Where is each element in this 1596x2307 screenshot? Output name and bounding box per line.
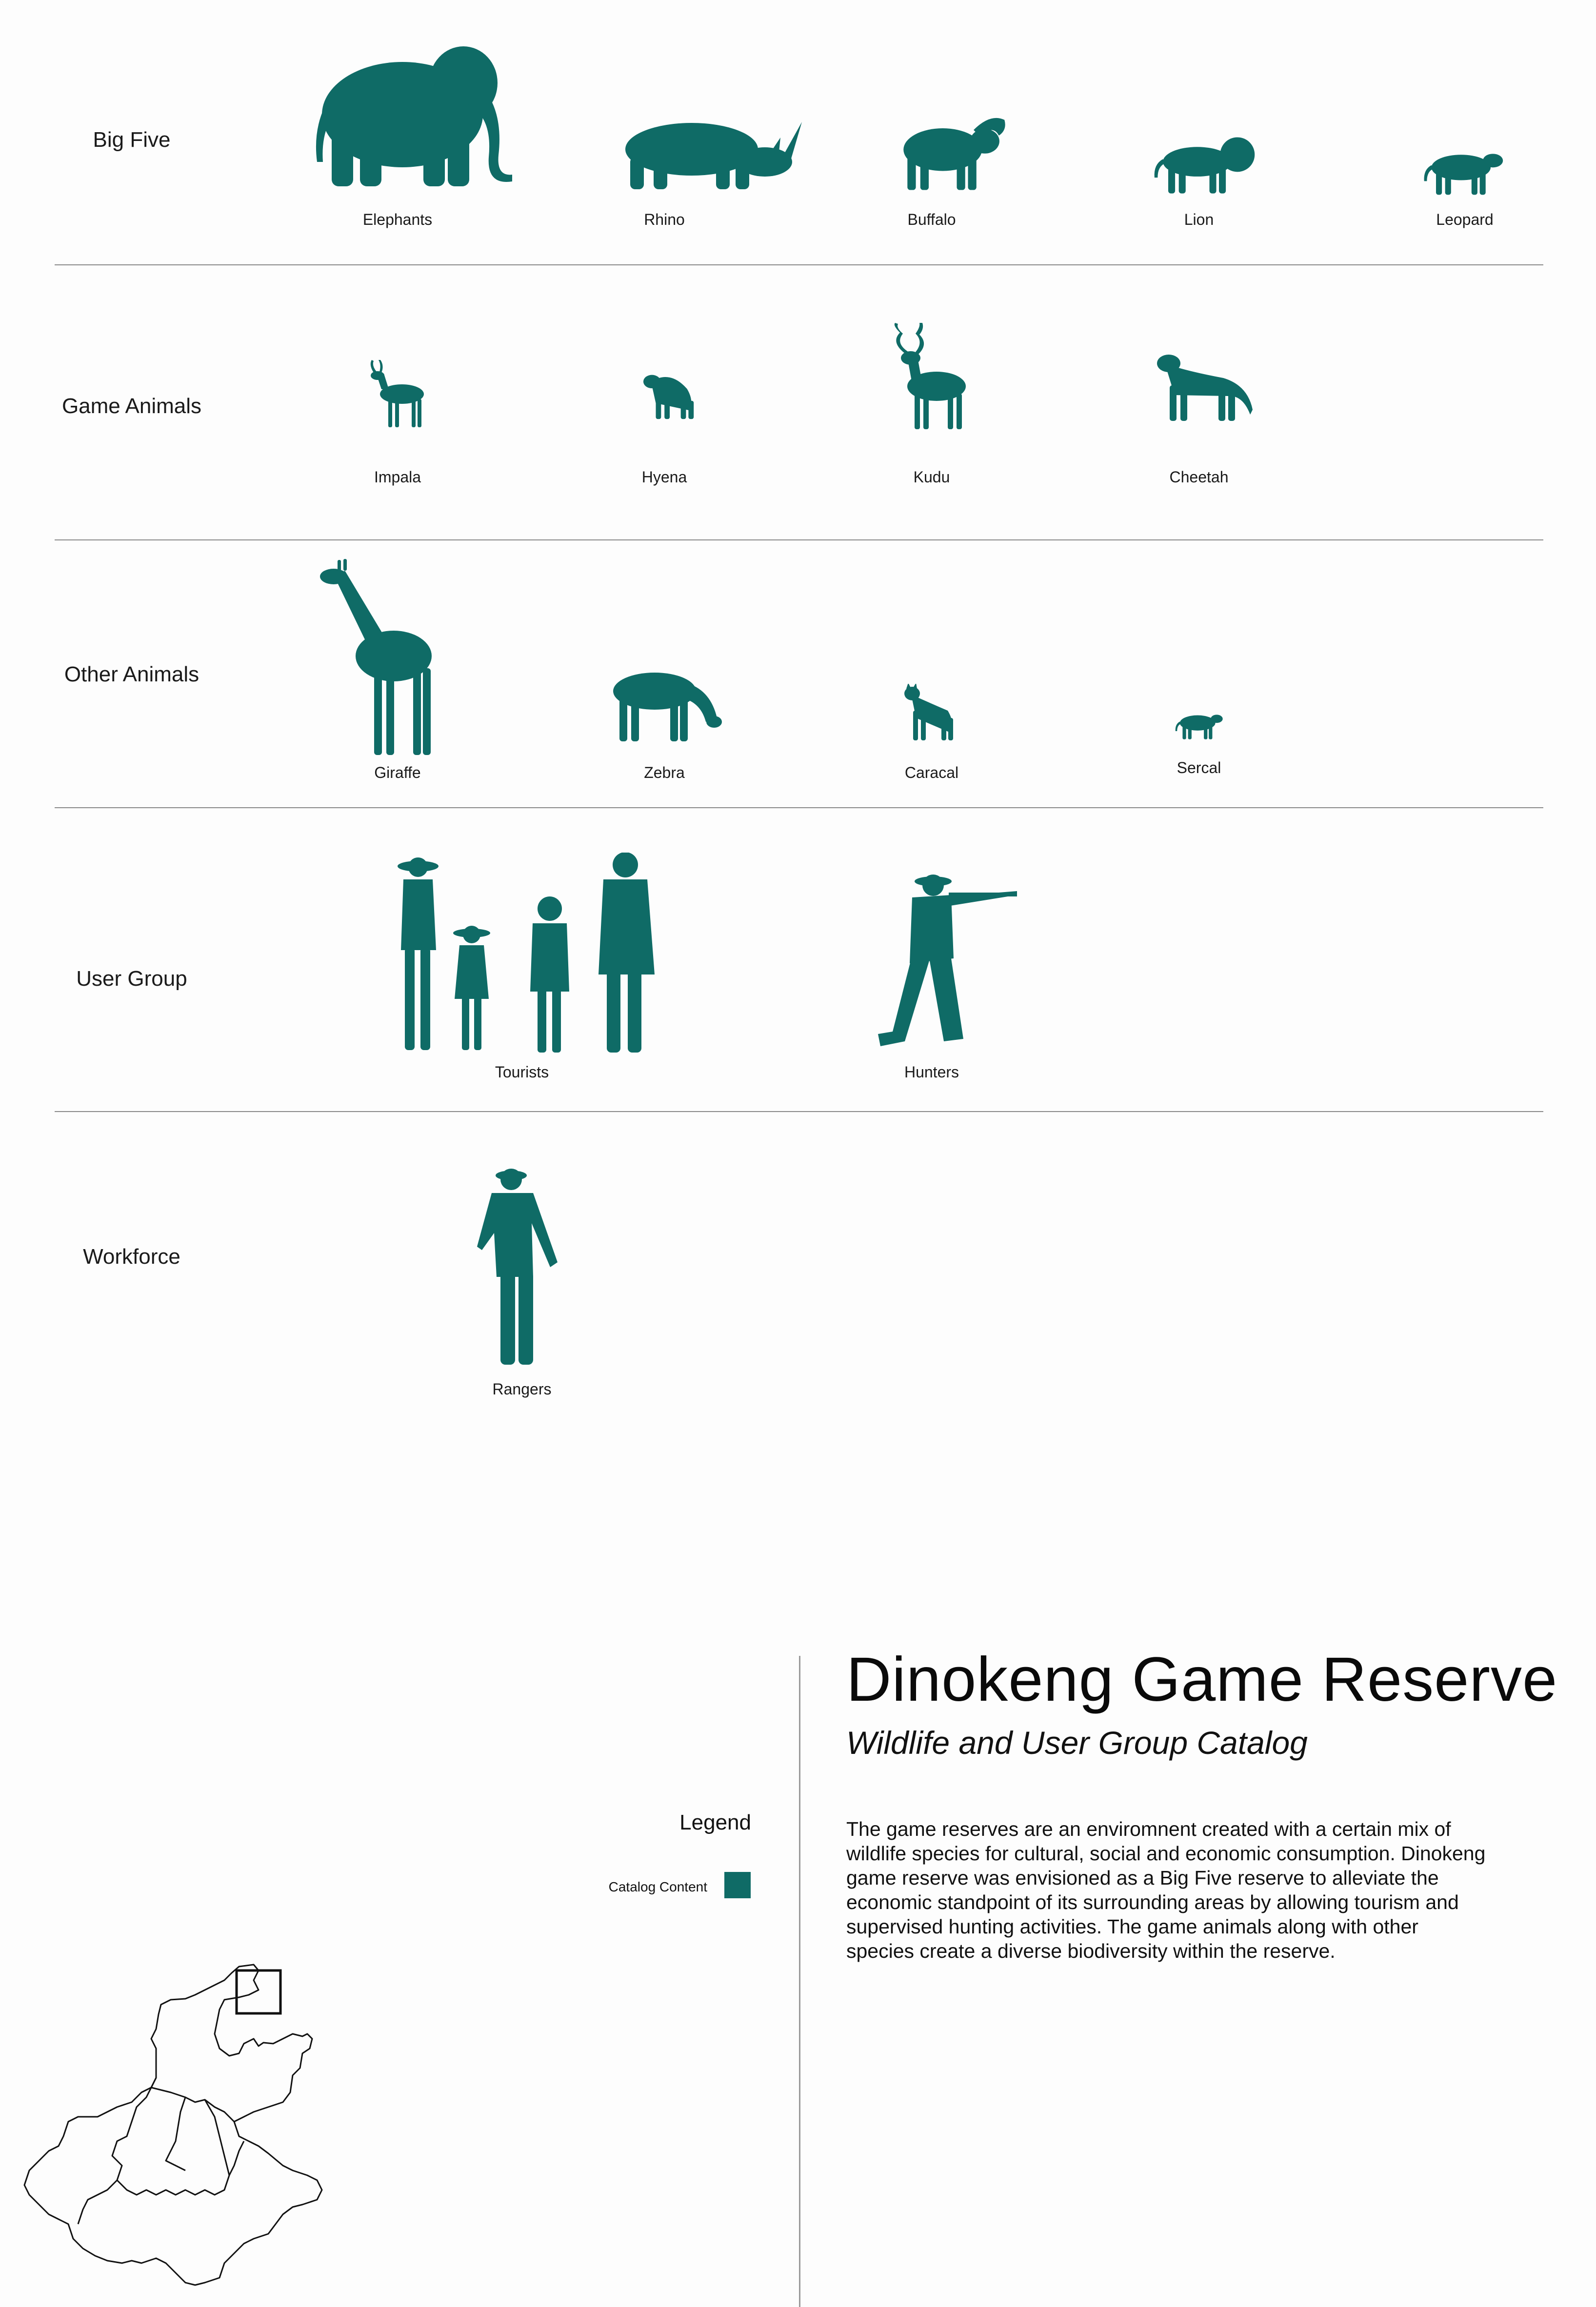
item-label-cheetah: Cheetah <box>1169 468 1229 486</box>
locator-map <box>10 1961 371 2302</box>
cheetah-icon <box>1155 351 1258 422</box>
row-label-user-group: User Group <box>76 967 187 991</box>
item-label-elephants: Elephants <box>362 211 433 228</box>
giraffe-icon <box>318 556 442 756</box>
rhino-icon <box>609 108 804 191</box>
item-label-giraffe: Giraffe <box>374 764 421 781</box>
leopard-icon <box>1415 142 1512 197</box>
ranger-icon <box>477 1165 566 1370</box>
page-title: Dinokeng Game Reserve <box>846 1645 1558 1714</box>
serval-icon <box>1172 705 1226 743</box>
divider <box>55 1111 1543 1112</box>
item-label-buffalo: Buffalo <box>907 211 956 228</box>
row-label-other-animals: Other Animals <box>64 662 200 686</box>
hyena-icon <box>641 367 699 420</box>
legend-title: Legend <box>679 1810 751 1834</box>
elephant-icon <box>302 34 522 190</box>
divider <box>55 539 1543 540</box>
item-label-leopard: Leopard <box>1436 211 1494 228</box>
impala-icon <box>367 360 430 428</box>
item-label-hunters: Hunters <box>904 1063 959 1081</box>
row-label-workforce: Workforce <box>83 1245 180 1269</box>
section-divider <box>799 1656 800 2307</box>
legend-item-label: Catalog Content <box>608 1879 707 1894</box>
legend-swatch <box>724 1872 751 1898</box>
item-label-impala: Impala <box>374 468 421 486</box>
divider <box>55 807 1543 808</box>
page-subtitle: Wildlife and User Group Catalog <box>846 1725 1308 1761</box>
item-label-hyena: Hyena <box>641 468 687 486</box>
row-label-big-five: Big Five <box>93 128 171 152</box>
row-label-game-animals: Game Animals <box>61 394 202 418</box>
item-label-rhino: Rhino <box>644 211 685 228</box>
buffalo-icon <box>895 112 1007 193</box>
kudu-icon <box>885 323 976 430</box>
description-text: The game reserves are an enviromnent created with a certain mix of wildlife species for cultural, social and economic consumption. Dinokeng game reserve was envisioned as a Big Five reserve to alleviate the economic standpoint of its surrounding areas by allowing tourism and supervised hunting activities. The game animals along with other species create a diverse biodiversity within the reserve. <box>846 1818 1486 1962</box>
item-label-zebra: Zebra <box>644 764 685 781</box>
locator-box <box>237 1970 280 2013</box>
caracal-icon <box>901 684 959 741</box>
hunter-icon <box>871 866 1017 1051</box>
lion-icon <box>1139 133 1261 196</box>
item-label-caracal: Caracal <box>904 764 959 781</box>
province-outline-icon <box>10 1961 371 2302</box>
divider <box>55 264 1543 265</box>
item-label-sercal: Sercal <box>1177 759 1221 776</box>
item-label-rangers: Rangers <box>492 1380 552 1398</box>
tourists-icon <box>381 853 664 1057</box>
item-label-kudu: Kudu <box>913 468 950 486</box>
zebra-icon <box>606 664 725 742</box>
item-label-lion: Lion <box>1184 211 1214 228</box>
item-label-tourists: Tourists <box>495 1063 549 1081</box>
